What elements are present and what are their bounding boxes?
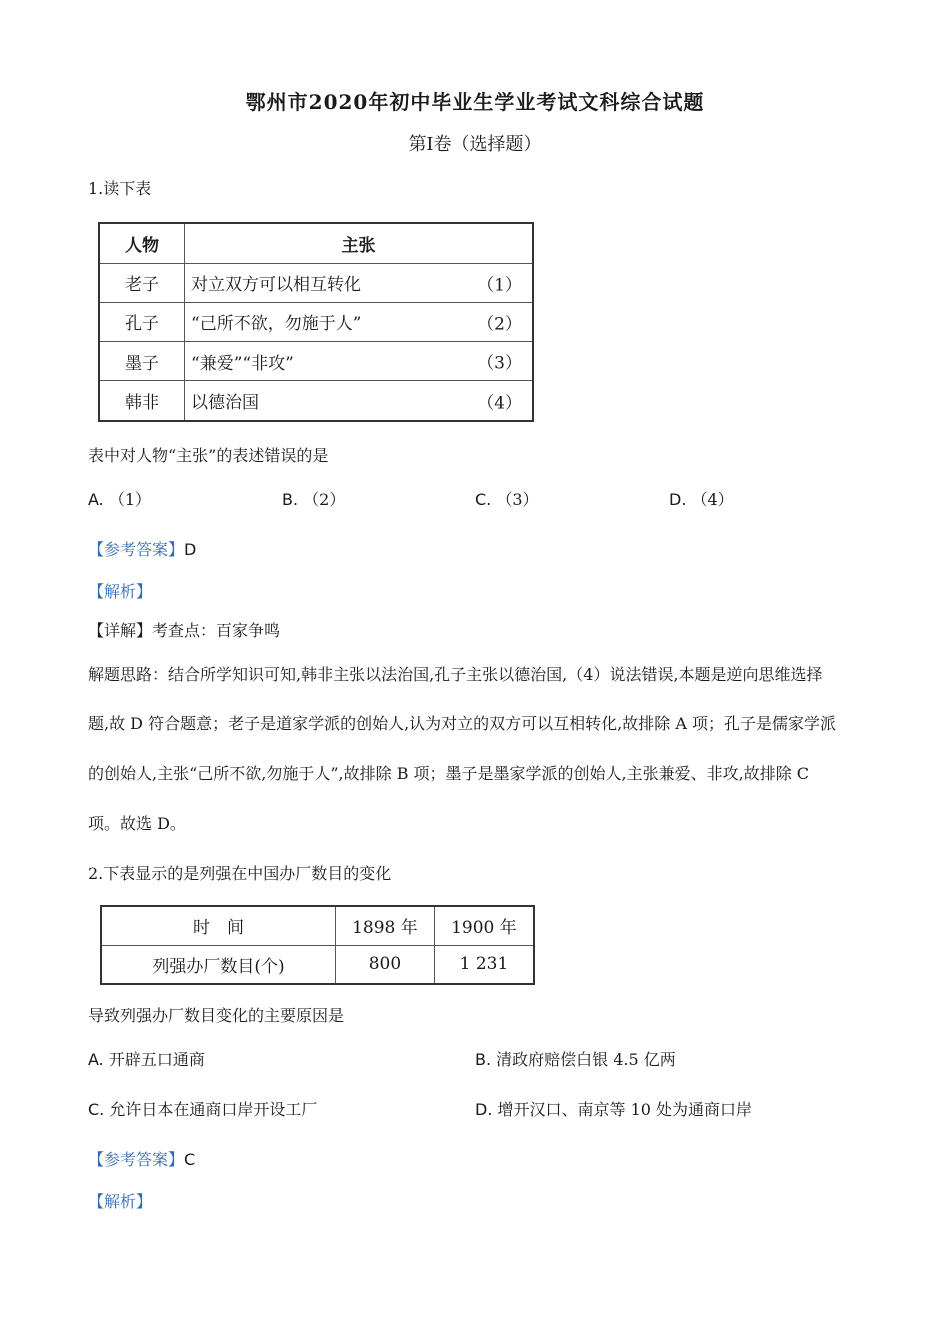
answer-label: 【参考答案】 (88, 540, 185, 559)
q2-year: 1900 年 (434, 906, 534, 945)
option-letter: C. (475, 490, 492, 509)
option-letter: B. (475, 1050, 492, 1069)
answer-label: 【参考答案】 (88, 1150, 185, 1169)
table-row (99, 302, 533, 341)
option-text: 允许日本在通商口岸开设工厂 (109, 1100, 318, 1119)
q1-option-a[interactable] (88, 487, 151, 510)
table-row (99, 342, 533, 381)
q1-explanation-line: 解题思路：结合所学知识可知,韩非主张以法治国,孔子主张以德治国,（4）说法错误,本题是逆向思维选择 (88, 665, 823, 684)
q1-claim-num: （2） (477, 314, 522, 335)
q1-claim: “己所不欲，勿施于人” (191, 314, 362, 335)
q1-answer (88, 537, 196, 560)
q1-option-c[interactable] (475, 487, 539, 510)
q1-explanation-line: 题,故 D 符合题意；老子是道家学派的创始人,认为对立的双方可以互相转化,故排除 A 项；孔子是儒家学派 (88, 714, 836, 733)
q2-header-label: 时 间 (101, 906, 336, 945)
table-row (101, 945, 534, 984)
option-letter: C. (88, 1100, 105, 1119)
option-letter: D. (475, 1100, 493, 1119)
answer-value: D (184, 540, 197, 559)
q2-option-c[interactable] (88, 1097, 317, 1120)
table-row (99, 263, 533, 302)
q2-year: 1898 年 (336, 906, 435, 945)
page-title: 鄂州市2020年初中毕业生学业考试文科综合试题 (245, 90, 705, 114)
answer-value: C (184, 1150, 196, 1169)
q1-explanation-line: 项。故选 D。 (88, 814, 186, 833)
page-subtitle: 第Ⅰ卷（选择题） (408, 134, 542, 155)
detail-text: 考查点：百家争鸣 (152, 621, 281, 640)
q2-value: 800 (336, 945, 435, 984)
q1-claim-cell (185, 381, 534, 421)
q2-option-b[interactable] (475, 1047, 676, 1070)
q1-claim: 以德治国 (191, 393, 259, 414)
q1-header-person: 人物 (99, 223, 185, 263)
q1-option-d[interactable] (669, 487, 734, 510)
q2-analysis-label: 【解析】 (88, 1192, 153, 1211)
q1-claim-num: （1） (477, 275, 522, 296)
option-text: 清政府赔偿白银 4.5 亿两 (496, 1050, 676, 1069)
q1-claim-cell (185, 342, 534, 381)
detail-label: 【详解】 (88, 621, 153, 640)
option-text: （2） (303, 490, 346, 509)
option-letter: B. (282, 490, 299, 509)
q1-person: 孔子 (99, 302, 185, 341)
table-row (99, 381, 533, 421)
q1-stem: 1.读下表 (88, 179, 152, 198)
option-letter: A. (88, 490, 104, 509)
q2-answer (88, 1147, 195, 1170)
q1-detail (88, 618, 280, 641)
q2-question: 导致列强办厂数目变化的主要原因是 (88, 1006, 345, 1025)
option-text: （1） (108, 490, 152, 509)
q1-person: 韩非 (99, 381, 185, 421)
q1-header-claim: 主张 (185, 223, 534, 263)
q1-person: 老子 (99, 263, 185, 302)
option-letter: D. (669, 490, 687, 509)
option-text: （3） (496, 490, 539, 509)
q2-table (100, 905, 535, 985)
q1-explanation-line: 的创始人,主张“己所不欲,勿施于人”,故排除 B 项；墨子是墨家学派的创始人,主张兼爱、非攻,故排除 C (88, 764, 810, 783)
table-row (101, 906, 534, 945)
q1-person: 墨子 (99, 342, 185, 381)
q1-claim-num: （3） (477, 353, 522, 374)
option-text: 开辟五口通商 (108, 1050, 205, 1069)
q1-option-b[interactable] (282, 487, 345, 510)
q2-stem: 2.下表显示的是列强在中国办厂数目的变化 (88, 864, 392, 883)
q1-claim-cell (185, 263, 534, 302)
option-text: （4） (691, 490, 734, 509)
q1-claim: “兼爱”“非攻” (191, 353, 294, 374)
q1-claim-cell (185, 302, 534, 341)
option-letter: A. (88, 1050, 104, 1069)
q1-table (98, 222, 534, 422)
q2-row-label: 列强办厂数目(个) (101, 945, 336, 984)
q1-question: 表中对人物“主张”的表述错误的是 (88, 446, 329, 465)
q2-option-d[interactable] (475, 1097, 752, 1120)
q2-option-a[interactable] (88, 1047, 205, 1070)
option-text: 增开汉口、南京等 10 处为通商口岸 (497, 1100, 753, 1119)
q1-claim-num: （4） (477, 393, 522, 414)
q2-value: 1 231 (434, 945, 534, 984)
q1-analysis-label: 【解析】 (88, 582, 153, 601)
q1-claim: 对立双方可以相互转化 (191, 275, 361, 296)
